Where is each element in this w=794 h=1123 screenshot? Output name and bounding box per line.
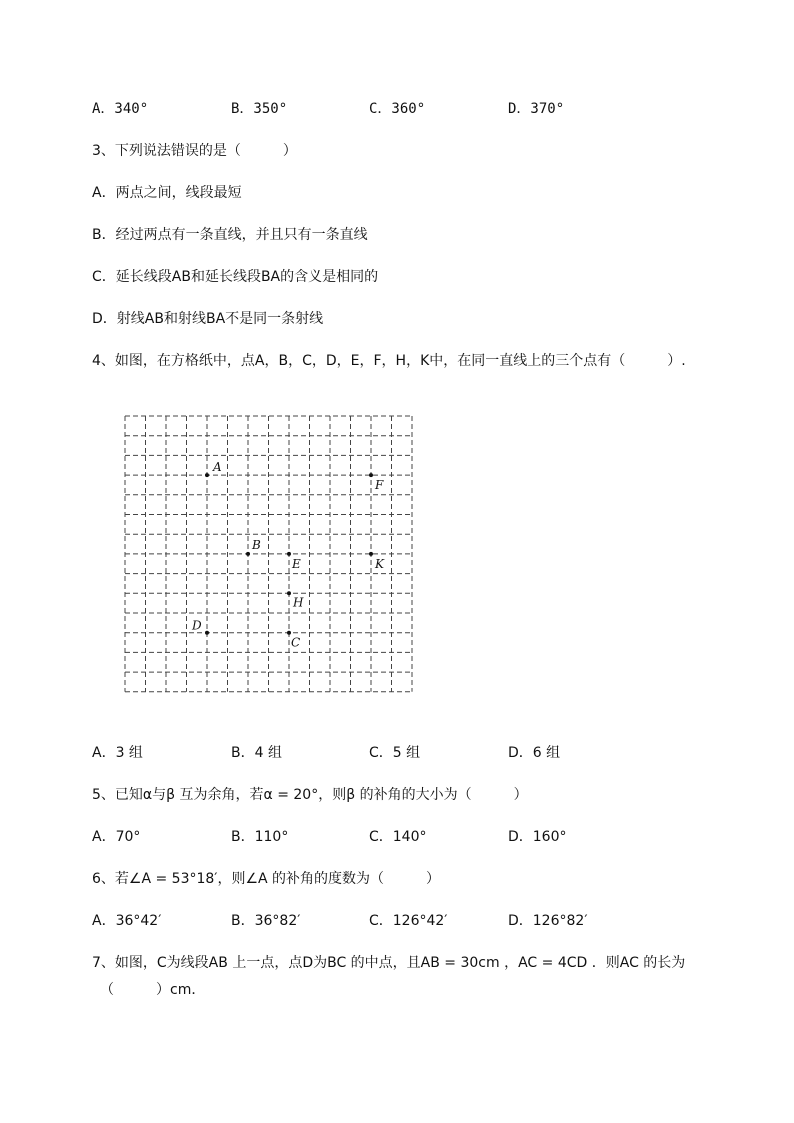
q3-option-d: D．射线AB和射线BA不是同一条射线 [92,311,324,327]
point-d-dot [205,631,209,635]
q4-option-b: B．4 组 [231,745,282,761]
q4-stem: 4、如图，在方格纸中，点A，B，C，D，E，F，H，K中，在同一直线上的三个点有（ ）. [92,353,686,369]
q6-option-b: B．36°82′ [231,913,301,929]
q5-option-b: B．110° [231,829,289,845]
point-a-dot [205,473,209,477]
q3-stem: 3、下列说法错误的是（ ） [92,143,297,159]
point-e-label: E [292,556,301,571]
q2-option-c: C．360° [369,101,426,117]
grid-points [191,460,385,650]
q4-options [92,744,712,762]
q4-grid-figure [124,415,414,693]
q4-option-d: D．6 组 [508,745,561,761]
q5-stem: 5、已知α与β 互为余角，若α = 20°，则β 的补角的大小为（ ） [92,787,528,803]
point-f-dot [369,473,373,477]
q5-option-c: C．140° [369,829,427,845]
q6-options [92,912,712,930]
q6-option-d: D．126°82′ [508,913,588,929]
point-d-label: D [192,618,202,633]
q6-option-a: A．36°42′ [92,913,162,929]
q7-stem-line2: （ ）cm． [100,982,206,998]
q2-option-a: A．340° [92,101,149,117]
q4-option-a: A．3 组 [92,745,143,761]
q3-option-b: B．经过两点有一条直线，并且只有一条直线 [92,227,368,243]
q2-option-b: B．350° [231,101,288,117]
q5-option-a: A．70° [92,829,141,845]
q2-options [92,100,712,118]
point-e-dot [287,552,291,556]
point-b-label: B [252,537,261,552]
point-a-label: A [213,460,222,475]
grid-diagram [124,415,414,693]
point-c-label: C [291,635,301,650]
q6-stem: 6、若∠A = 53°18′，则∠A 的补角的度数为（ ） [92,871,441,887]
point-k-label: K [375,556,384,571]
q6-option-c: C．126°42′ [369,913,448,929]
q7-stem-line1: 7、如图，C为线段AB 上一点，点D为BC 的中点，且AB = 30cm ，AC = 4CD ．则AC 的长为 [92,955,686,971]
point-h-label: H [293,595,304,610]
q3-option-a: A．两点之间，线段最短 [92,185,242,201]
q5-options [92,828,712,846]
point-h-dot [287,591,291,595]
q3-option-c: C．延长线段AB和延长线段BA的含义是相同的 [92,269,379,285]
q4-option-c: C．5 组 [369,745,421,761]
point-k-dot [369,552,373,556]
grid-lines [125,416,412,692]
point-f-label: F [375,478,384,493]
point-c-dot [287,631,291,635]
point-b-dot [246,552,250,556]
q2-option-d: D．370° [508,101,565,117]
q5-option-d: D．160° [508,829,567,845]
